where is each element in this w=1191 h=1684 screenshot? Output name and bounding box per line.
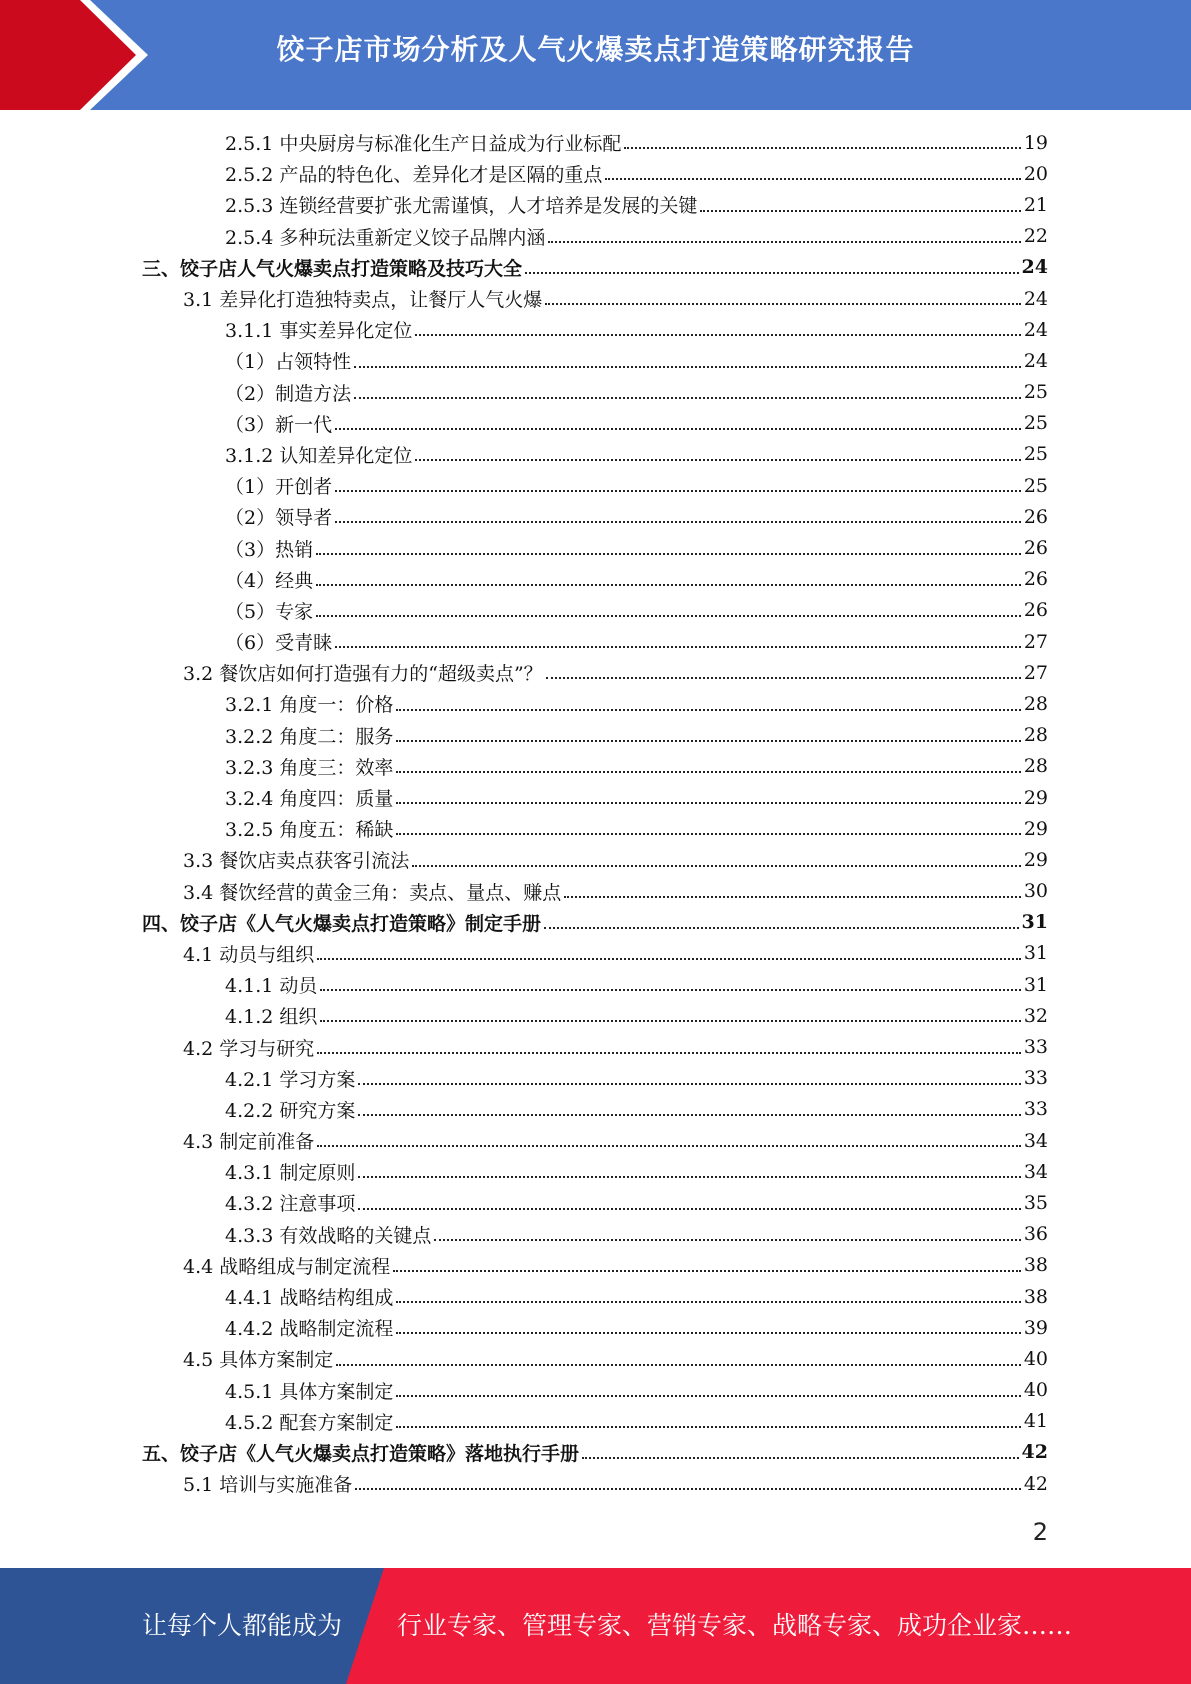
toc-entry[interactable] <box>0 532 1191 563</box>
toc-dot-leader <box>396 1394 1020 1397</box>
toc-entry[interactable] <box>0 938 1191 969</box>
toc-entry-title: （2）领导者 <box>225 507 333 530</box>
toc-entry-title: 5.1 培训与实施准备 <box>183 1474 353 1497</box>
toc-entry-page: 35 <box>1023 1191 1048 1214</box>
toc-entry-page: 24 <box>1023 349 1048 372</box>
toc-entry-title: 3.2.3 角度三：效率 <box>225 756 394 779</box>
header-banner <box>0 0 1191 110</box>
toc-entry-title: 4.5.1 具体方案制定 <box>225 1380 394 1403</box>
toc-dot-leader <box>548 240 1020 243</box>
toc-dot-leader <box>336 1363 1021 1366</box>
toc-dot-leader <box>700 209 1020 212</box>
toc-entry[interactable] <box>0 1156 1191 1187</box>
toc-entry-title: （1）占领特性 <box>225 351 352 374</box>
toc-entry-title: 4.2 学习与研究 <box>183 1037 315 1060</box>
toc-dot-leader <box>317 1051 1021 1054</box>
toc-entry-title: （3）新一代 <box>225 413 333 436</box>
toc-entry-title: 3.2.1 角度一：价格 <box>225 694 394 717</box>
toc-entry-page: 19 <box>1023 131 1048 154</box>
toc-dot-leader <box>582 1456 1019 1459</box>
toc-dot-leader <box>317 1144 1021 1147</box>
toc-entry[interactable] <box>0 782 1191 813</box>
toc-entry-title: 2.5.1 中央厨房与标准化生产日益成为行业标配 <box>225 133 622 156</box>
toc-entry[interactable] <box>0 408 1191 439</box>
toc-entry-page: 39 <box>1023 1316 1048 1339</box>
toc-entry-page: 33 <box>1023 1098 1048 1121</box>
toc-dot-leader <box>396 1425 1020 1428</box>
toc-entry-title: （4）经典 <box>225 569 314 592</box>
toc-entry[interactable] <box>0 1281 1191 1312</box>
toc-dot-leader <box>358 1082 1020 1085</box>
toc-entry-title: 3.2.5 角度五：稀缺 <box>225 819 394 842</box>
toc-entry-page: 20 <box>1023 162 1048 185</box>
toc-dot-leader <box>335 645 1021 648</box>
toc-entry[interactable] <box>0 501 1191 532</box>
toc-entry[interactable] <box>0 1094 1191 1125</box>
toc-entry-title: 3.1.2 认知差异化定位 <box>225 444 413 467</box>
toc-entry-title: 4.1 动员与组织 <box>183 943 315 966</box>
toc-dot-leader <box>396 708 1020 711</box>
toc-dot-leader <box>544 926 1019 929</box>
toc-entry-page: 24 <box>1023 318 1048 341</box>
toc-entry-title: 4.3.1 制定原则 <box>225 1162 356 1185</box>
toc-dot-leader <box>355 1487 1021 1490</box>
toc-entry-page: 38 <box>1023 1254 1048 1277</box>
toc-entry[interactable] <box>0 1375 1191 1406</box>
toc-entry-title: 4.2.2 研究方案 <box>225 1099 356 1122</box>
table-of-contents <box>0 127 1191 1499</box>
toc-entry-title: 3.1.1 事实差异化定位 <box>225 320 413 343</box>
toc-dot-leader <box>316 614 1021 617</box>
footer-banner <box>0 1568 1191 1684</box>
toc-entry-page: 31 <box>1023 973 1048 996</box>
toc-entry[interactable] <box>0 470 1191 501</box>
toc-entry-title: 3.2.2 角度二：服务 <box>225 725 394 748</box>
toc-entry-title: （6）受青睐 <box>225 632 333 655</box>
toc-entry-page: 29 <box>1023 786 1048 809</box>
toc-entry-title: （1）开创者 <box>225 476 333 499</box>
toc-entry-page: 28 <box>1023 724 1048 747</box>
toc-dot-leader <box>545 302 1021 305</box>
toc-entry-title: 2.5.4 多种玩法重新定义饺子品牌内涵 <box>225 226 546 249</box>
toc-entry-title: 3.2 餐饮店如何打造强有力的“超级卖点”？ <box>183 663 543 686</box>
toc-entry-title: （5）专家 <box>225 600 314 623</box>
toc-entry-page: 24 <box>1023 287 1048 310</box>
toc-entry-page: 31 <box>1023 942 1048 965</box>
toc-entry-title: 三、饺子店人气火爆卖点打造策略及技巧大全 <box>142 257 523 280</box>
chevron-arrow-icon <box>0 0 160 110</box>
toc-dot-leader <box>358 1207 1020 1210</box>
toc-dot-leader <box>316 552 1021 555</box>
toc-dot-leader <box>335 489 1021 492</box>
toc-entry-page: 42 <box>1023 1472 1048 1495</box>
toc-entry-page: 25 <box>1023 412 1048 435</box>
toc-dot-leader <box>434 1238 1020 1241</box>
toc-entry-title: 2.5.3 连锁经营要扩张尤需谨慎，人才培养是发展的关键 <box>225 195 698 218</box>
toc-dot-leader <box>354 365 1021 368</box>
toc-dot-leader <box>564 895 1021 898</box>
toc-entry-page: 27 <box>1023 661 1048 684</box>
toc-entry[interactable] <box>0 876 1191 907</box>
toc-dot-leader <box>624 146 1020 149</box>
toc-entry-page: 41 <box>1023 1410 1048 1433</box>
toc-entry-page: 21 <box>1023 193 1048 216</box>
toc-dot-leader <box>354 396 1021 399</box>
toc-dot-leader <box>393 1269 1021 1272</box>
toc-entry-page: 26 <box>1023 568 1048 591</box>
toc-dot-leader <box>412 864 1021 867</box>
toc-entry-page: 29 <box>1023 848 1048 871</box>
toc-entry[interactable] <box>0 564 1191 595</box>
toc-dot-leader <box>546 676 1021 679</box>
toc-entry-title: 3.4 餐饮经营的黄金三角：卖点、量点、赚点 <box>183 881 562 904</box>
toc-entry-title: 3.2.4 角度四：质量 <box>225 788 394 811</box>
toc-entry-page: 33 <box>1023 1067 1048 1090</box>
footer-slogan-right: 行业专家、管理专家、营销专家、战略专家、成功企业家…… <box>397 1611 1073 1640</box>
toc-dot-leader <box>396 801 1020 804</box>
toc-entry-title: 4.3.2 注意事项 <box>225 1193 356 1216</box>
page-number: 2 <box>1032 1518 1048 1546</box>
toc-entry[interactable] <box>0 1187 1191 1218</box>
toc-entry-title: 3.3 餐饮店卖点获客引流法 <box>183 850 410 873</box>
toc-entry-page: 31 <box>1021 911 1048 934</box>
toc-entry-page: 24 <box>1021 256 1048 279</box>
toc-entry[interactable] <box>0 1063 1191 1094</box>
toc-entry-title: 4.3 制定前准备 <box>183 1131 315 1154</box>
toc-dot-leader <box>396 832 1020 835</box>
toc-dot-leader <box>396 1331 1020 1334</box>
toc-entry[interactable] <box>0 189 1191 220</box>
toc-entry[interactable] <box>0 1312 1191 1343</box>
toc-entry[interactable] <box>0 813 1191 844</box>
toc-dot-leader <box>320 988 1020 991</box>
toc-entry-page: 25 <box>1023 381 1048 404</box>
toc-entry-page: 26 <box>1023 505 1048 528</box>
toc-entry-page: 36 <box>1023 1223 1048 1246</box>
toc-dot-leader <box>415 333 1020 336</box>
footer-slogan-left: 让每个人都能成为 <box>142 1611 343 1640</box>
toc-dot-leader <box>320 1019 1020 1022</box>
toc-entry[interactable] <box>0 1468 1191 1499</box>
toc-entry-page: 28 <box>1023 755 1048 778</box>
toc-dot-leader <box>335 427 1021 430</box>
toc-entry-page: 42 <box>1021 1441 1048 1464</box>
toc-entry[interactable] <box>0 1031 1191 1062</box>
toc-entry-title: 4.1.2 组织 <box>225 1006 318 1029</box>
toc-entry-title: 4.1.1 动员 <box>225 975 318 998</box>
toc-entry-title: 4.5 具体方案制定 <box>183 1349 334 1372</box>
toc-entry[interactable] <box>0 907 1191 938</box>
toc-dot-leader <box>415 458 1020 461</box>
toc-entry[interactable] <box>0 595 1191 626</box>
toc-dot-leader <box>396 739 1020 742</box>
toc-entry-page: 38 <box>1023 1285 1048 1308</box>
toc-entry-title: 4.4 战略组成与制定流程 <box>183 1255 391 1278</box>
toc-entry[interactable] <box>0 969 1191 1000</box>
toc-entry[interactable] <box>0 1343 1191 1374</box>
toc-entry[interactable] <box>0 1406 1191 1437</box>
toc-entry[interactable] <box>0 720 1191 751</box>
toc-entry[interactable] <box>0 1125 1191 1156</box>
toc-entry[interactable] <box>0 657 1191 688</box>
toc-entry[interactable] <box>0 158 1191 189</box>
toc-entry[interactable] <box>0 626 1191 657</box>
toc-entry[interactable] <box>0 688 1191 719</box>
toc-entry-title: 五、饺子店《人气火爆卖点打造策略》落地执行手册 <box>142 1442 580 1465</box>
toc-entry[interactable] <box>0 439 1191 470</box>
toc-entry-title: 3.1 差异化打造独特卖点，让餐厅人气火爆 <box>183 289 543 312</box>
toc-entry[interactable] <box>0 127 1191 158</box>
toc-entry[interactable] <box>0 844 1191 875</box>
toc-entry-title: 四、饺子店《人气火爆卖点打造策略》制定手册 <box>142 912 542 935</box>
toc-entry-page: 28 <box>1023 692 1048 715</box>
toc-entry-page: 26 <box>1023 537 1048 560</box>
toc-entry-title: （3）热销 <box>225 538 314 561</box>
toc-entry-title: 4.2.1 学习方案 <box>225 1068 356 1091</box>
toc-entry-page: 40 <box>1023 1379 1048 1402</box>
toc-entry-page: 30 <box>1023 880 1048 903</box>
toc-entry-title: 2.5.2 产品的特色化、差异化才是区隔的重点 <box>225 164 603 187</box>
toc-entry-page: 22 <box>1023 225 1048 248</box>
toc-entry-page: 29 <box>1023 817 1048 840</box>
toc-entry-page: 27 <box>1023 630 1048 653</box>
toc-dot-leader <box>317 957 1021 960</box>
toc-entry[interactable] <box>0 221 1191 252</box>
toc-dot-leader <box>316 583 1021 586</box>
toc-entry-page: 40 <box>1023 1347 1048 1370</box>
toc-entry-page: 32 <box>1023 1004 1048 1027</box>
toc-entry-page: 33 <box>1023 1036 1048 1059</box>
toc-entry-title: 4.3.3 有效战略的关键点 <box>225 1224 432 1247</box>
toc-entry[interactable] <box>0 1437 1191 1468</box>
toc-entry-page: 25 <box>1023 474 1048 497</box>
toc-entry-title: （2）制造方法 <box>225 382 352 405</box>
toc-entry[interactable] <box>0 283 1191 314</box>
toc-entry-page: 34 <box>1023 1160 1048 1183</box>
toc-entry[interactable] <box>0 1219 1191 1250</box>
toc-entry-title: 4.4.1 战略结构组成 <box>225 1287 394 1310</box>
toc-entry[interactable] <box>0 1250 1191 1281</box>
toc-entry[interactable] <box>0 751 1191 782</box>
toc-entry-page: 34 <box>1023 1129 1048 1152</box>
toc-entry[interactable] <box>0 345 1191 376</box>
report-title: 饺子店市场分析及人气火爆卖点打造策略研究报告 <box>276 33 915 66</box>
toc-entry[interactable] <box>0 252 1191 283</box>
toc-entry-page: 25 <box>1023 443 1048 466</box>
toc-dot-leader <box>605 177 1020 180</box>
toc-dot-leader <box>358 1113 1020 1116</box>
toc-entry[interactable] <box>0 377 1191 408</box>
toc-entry-title: 4.4.2 战略制定流程 <box>225 1318 394 1341</box>
toc-dot-leader <box>525 271 1019 274</box>
toc-entry-title: 4.5.2 配套方案制定 <box>225 1411 394 1434</box>
toc-dot-leader <box>358 1175 1020 1178</box>
toc-entry[interactable] <box>0 1000 1191 1031</box>
toc-entry[interactable] <box>0 314 1191 345</box>
toc-dot-leader <box>396 1300 1020 1303</box>
toc-dot-leader <box>335 520 1021 523</box>
toc-dot-leader <box>396 770 1020 773</box>
toc-entry-page: 26 <box>1023 599 1048 622</box>
